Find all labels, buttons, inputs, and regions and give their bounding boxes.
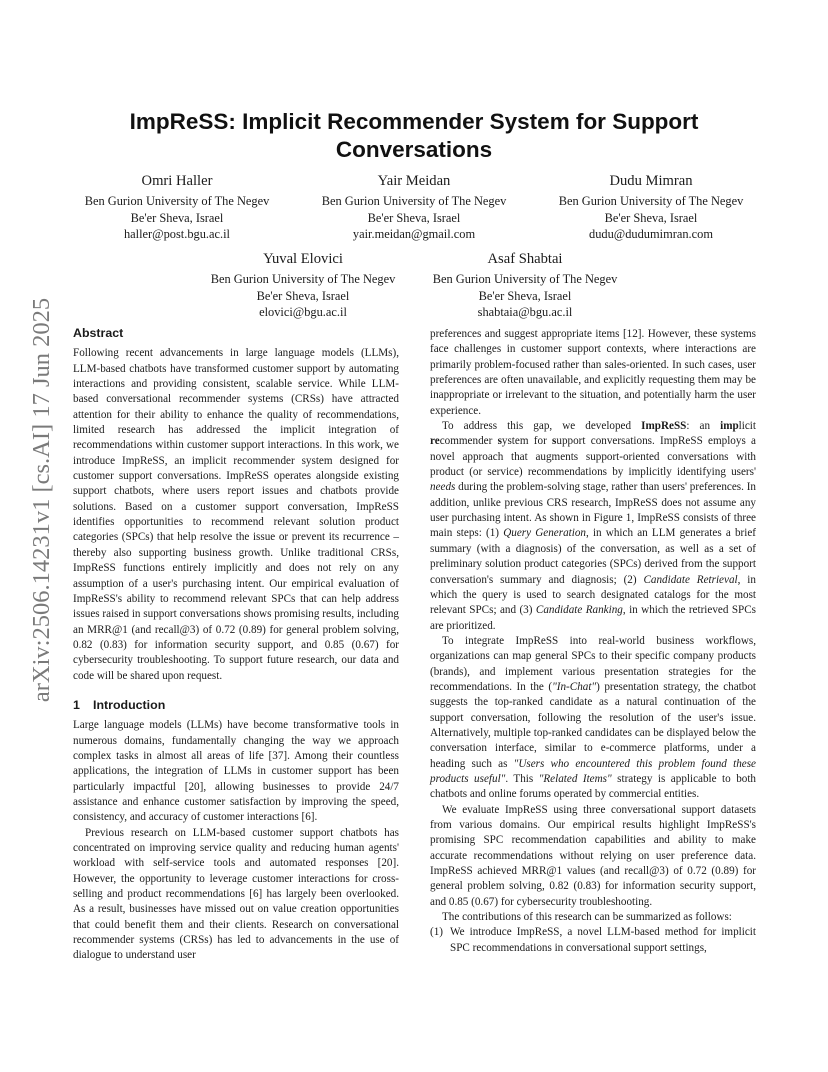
section-number: 1 bbox=[73, 697, 80, 712]
body-paragraph: preferences and suggest appropriate items [12]. However, these systems face challenges in customer support contexts, where interactions are primarily problem-focused rather than sales-oriented. In such cases, user preferences are often unavailable, and explicitly requesting them may be inappropriate or irrelevant to the situation, and potentially harm the user experience. bbox=[430, 328, 756, 417]
author-name: Yair Meidan bbox=[377, 173, 451, 189]
author-affiliation: Ben Gurion University of The Negev bbox=[558, 194, 744, 208]
author-location: Be'er Sheva, Israel bbox=[604, 210, 698, 225]
author-location: Be'er Sheva, Israel bbox=[256, 288, 350, 303]
paper-title: ImpReSS: Implicit Recommender System for Support Conversations bbox=[129, 109, 699, 162]
author-block bbox=[294, 171, 534, 243]
author-name: Dudu Mimran bbox=[609, 173, 693, 189]
author-affiliation: Ben Gurion University of The Negev bbox=[321, 194, 507, 208]
author-location: Be'er Sheva, Israel bbox=[367, 210, 461, 225]
contribution-text: We introduce ImpReSS, a novel LLM-based method for implicit SPC recommendations in conversational support settings, bbox=[450, 926, 756, 954]
body-paragraph: To integrate ImpReSS into real-world business workflows, organizations can map general SPCs to their specific company products (brands), and implement various presentation strategies for the recommendations. In the ("In-Chat") presentation strategy, the chatbot suggests the top-ranked candidate as a natural continuation of the support conversation, following the resolution of the user's issue. Alternatively, multiple top-ranked candidates can be displayed below the conversation interface, similar to e-commerce platforms, under a heading such as "Users who encountered this problem found these products useful". This "Related Items" strategy is applicable to both chatbots and online forums operated by commercial entities. bbox=[430, 634, 756, 801]
author-affiliation: Ben Gurion University of The Negev bbox=[210, 272, 396, 286]
section-title: Introduction bbox=[93, 697, 166, 712]
author-block bbox=[531, 171, 771, 243]
intro-paragraph: Large language models (LLMs) have become transformative tools in numerous domains, fundamentally changing the way we approach complex tasks in almost all areas of life [37]. Among their countless applications, the integration of LLMs in customer support has been particularly impactful [20], allowing businesses to provide 24/7 assistance and enhance customer satisfaction by improving the speed, consistency, and accuracy of customer interactions [6]. bbox=[73, 719, 399, 824]
intro-paragraph: Previous research on LLM-based customer support chatbots has concentrated on improving service quality and reducing human agents' workload with self-service tools and automated responses [20]. However, the opportunity to leverage customer interactions for cross-selling and product recommendations [6] has largely been overlooked. As a result, businesses have missed out on value creation opportunities that could benefit them and their clients. Research on conversational recommender systems (CRSs) has led to advancements in the use of dialogue to understand user bbox=[73, 826, 399, 962]
author-block bbox=[183, 249, 423, 321]
author-location: Be'er Sheva, Israel bbox=[130, 210, 224, 225]
author-affiliation: Ben Gurion University of The Negev bbox=[432, 272, 618, 286]
left-column bbox=[73, 326, 399, 964]
author-name: Omri Haller bbox=[141, 173, 213, 189]
author-name: Asaf Shabtai bbox=[487, 251, 563, 267]
author-block bbox=[405, 249, 645, 321]
author-affiliation: Ben Gurion University of The Negev bbox=[84, 194, 270, 208]
author-email[interactable]: haller@post.bgu.ac.il bbox=[123, 227, 231, 242]
body-paragraph: To address this gap, we developed ImpReSS: an implicit recommender system for support conversations. ImpReSS employs a novel approach that augments support-oriented conversations with product (or service) recommendations by implicitly identifying users' needs during the problem-solving stage, rather than users' preferences. In addition, unlike previous CRS research, ImpReSS does not assume any user purchasing intent. As shown in Figure 1, ImpReSS consists of three main steps: (1) Query Generation, in which an LLM generates a brief summary (with a diagnosis) of the conversation, as well as a set of preliminary solution product categories (SPCs) derived from the support conversation's summary and diagnosis; (2) Candidate Retrieval, in which the query is used to search designated catalogs for the most relevant SPCs; and (3) Candidate Ranking, in which the retrieved SPCs are prioritized. bbox=[430, 420, 757, 632]
body-paragraph: The contributions of this research can be summarized as follows: bbox=[442, 911, 732, 924]
right-column bbox=[430, 327, 756, 956]
system-name: ImpReSS bbox=[641, 420, 687, 433]
author-email[interactable]: yair.meidan@gmail.com bbox=[352, 227, 476, 242]
author-name: Yuval Elovici bbox=[263, 251, 343, 267]
abstract-text: Following recent advancements in large language models (LLMs), LLM-based chatbots have transformed customer support by automating interactions and providing consistent, scalable service. While LLM-based conversational recommender systems (CRSs) have attracted attention for their ability to enhance the quality of recommendations, limited research has addressed the implicit integration of recommendations within customer support interactions. In this work, we introduce ImpReSS, an implicit recommender system designed for customer support conversations. ImpReSS operates alongside existing support chatbots, where users report issues and chatbots provide solutions. Based on a customer support conversation, ImpReSS identifies opportunities to recommend relevant solution product categories (SPCs) that help resolve the issue or prevent its recurrence – thereby also supporting business growth. Unlike traditional CRSs, ImpReSS functions entirely implicitly and does not rely on any assumption of a user's purchasing intent. Our empirical evaluation of ImpReSS's ability to recommend relevant SPCs that can help address issues raised in support conversations shows promising results, including an MRR@1 (and recall@3) of 0.72 (0.89) for general problem solving, 0.82 (0.83) for information security support, and 0.85 (0.67) for cybersecurity troubleshooting. To support future research, our data and code will be shared upon request. bbox=[73, 347, 399, 682]
author-email[interactable]: shabtaia@bgu.ac.il bbox=[477, 305, 573, 320]
abstract-heading: Abstract bbox=[73, 326, 124, 340]
author-block bbox=[57, 171, 297, 243]
contribution-item bbox=[430, 925, 756, 956]
body-paragraph: We evaluate ImpReSS using three conversational support datasets from various domains. Our empirical results highlight ImpReSS's promising SPC recommendation capabilities and ability to make accurate recommendations without relying on user preference data. ImpReSS achieved MRR@1 values (and recall@3) of 0.72 (0.89) for general problem solving, 0.82 (0.83) for information security support, and 0.85 (0.67) for cybersecurity troubleshooting. bbox=[430, 803, 756, 908]
introduction-heading bbox=[73, 698, 399, 713]
contribution-label: (1) bbox=[430, 926, 443, 939]
author-email[interactable]: dudu@dudumimran.com bbox=[589, 227, 713, 242]
author-location: Be'er Sheva, Israel bbox=[478, 288, 572, 303]
author-email[interactable]: elovici@bgu.ac.il bbox=[259, 305, 347, 320]
arxiv-stamp: arXiv:2506.14231v1 [cs.AI] 17 Jun 2025 bbox=[28, 297, 55, 703]
